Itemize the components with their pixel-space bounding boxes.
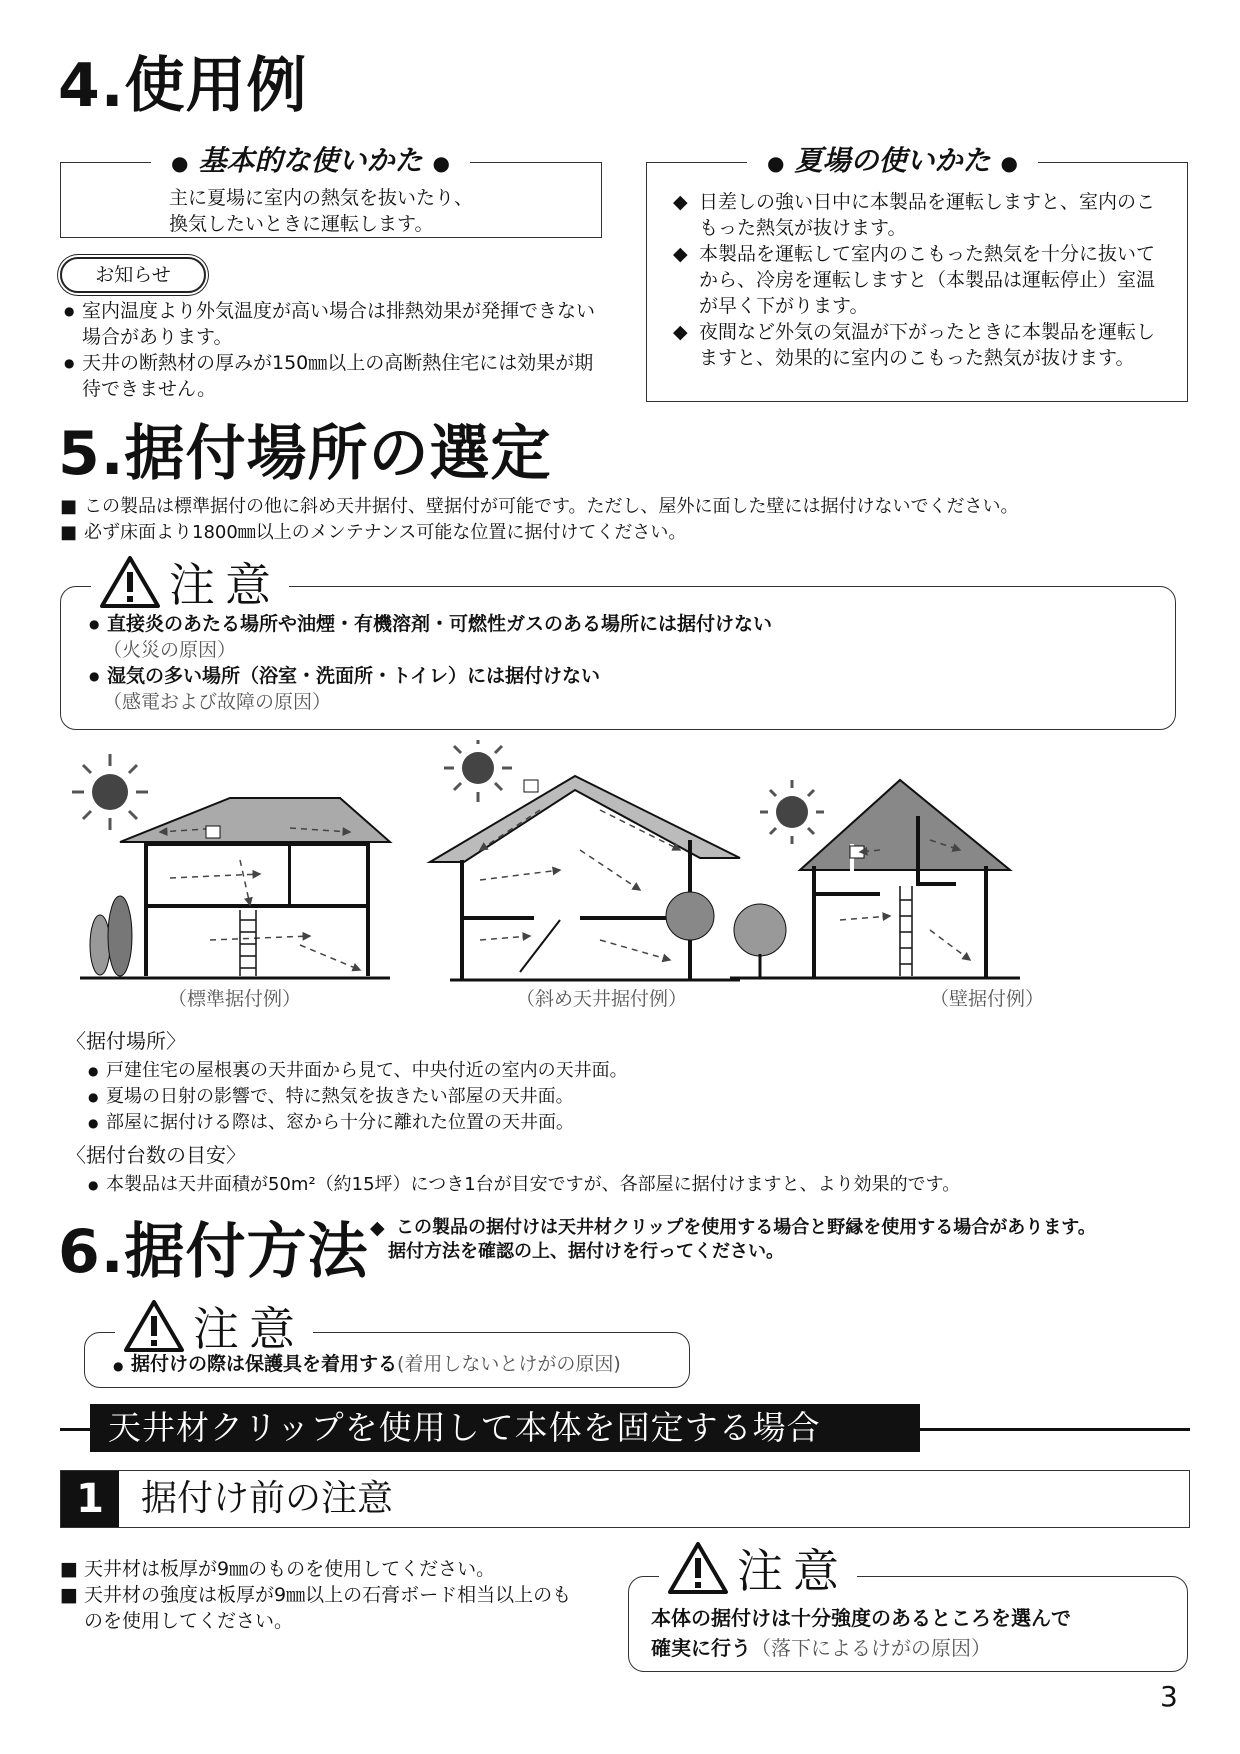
caution-item: ● 湿気の多い場所（浴室・洗面所・トイレ）には据付けない [89,663,772,689]
caution-box-strength [628,1544,1188,1672]
caution-label: 注意 [193,1302,305,1356]
caution-reason: （落下によるけがの原因） [751,1636,991,1660]
caution-text: 確実に行う [651,1636,751,1660]
tree-icon [734,904,786,956]
sun-icon [444,740,512,802]
section-5-note: ■ この製品は標準据付の他に斜め天井据付、壁据付が可能です。ただし、屋外に面した壁には据付けないでください。 [60,494,1230,520]
notice-item: ● 天井の断熱材の厚みが150㎜以上の高断熱住宅には効果が期待できません。 [64,350,604,402]
step-header [60,1470,1190,1528]
caution-reason: (着用しないとけがの原因) [397,1353,621,1375]
step-number: 1 [61,1471,119,1527]
section-6-title: 6.据付方法 [58,1217,369,1287]
method-banner: 天井材クリップを使用して本体を固定する場合 [90,1404,920,1452]
warning-triangle-icon [123,1299,185,1353]
tree-icon [108,896,132,976]
section-6-intro: 据付方法を確認の上、据付けを行ってください。 [388,1241,784,1262]
place-item: ● 戸建住宅の屋根裏の天井面から見て、中央付近の室内の天井面。 [88,1058,1188,1084]
installation-illustrations [60,740,1190,1010]
caption-slanted: （斜め天井据付例） [516,988,688,1010]
section-6-intro: ◆ この製品の据付けは天井材クリップを使用する場合と野縁を使用する場合があります。 [370,1216,1200,1240]
caution-label: 注意 [169,558,281,612]
step-title: 据付け前の注意 [141,1478,394,1519]
basic-usage-title: ● 基本的な使いかた ● [151,143,470,181]
page-number: 3 [1160,1680,1178,1713]
warning-triangle-icon [99,555,161,609]
caption-wall: （壁据付例） [930,988,1045,1010]
caution-text: 本体の据付けは十分強度のあるところを選んで [651,1606,1071,1630]
place-heading: 〈据付場所〉 [66,1029,186,1053]
caution-box-protective [84,1302,690,1388]
basic-usage-box [60,144,602,238]
caution-box-placement [60,558,1176,730]
summer-usage-item: ◆ 夜間など外気の気温が下がったときに本製品を運転しますと、効果的に室内のこもった熱気が抜けます。 [673,319,1169,371]
count-item: ● 本製品は天井面積が50m²（約15坪）につき1台が目安ですが、各部屋に据付けますと、より効果的です。 [88,1172,1208,1198]
tree-icon [90,915,110,975]
house-wall [730,780,1020,978]
notice-badge: お知らせ [60,257,206,293]
step-note: ■ 天井材の強度は板厚が9㎜以上の石膏ボード相当以上のものを使用してください。 [60,1582,580,1634]
sun-icon [72,754,148,830]
caution-item: ● 据付けの際は保護具を着用する [113,1353,397,1375]
basic-usage-line: 主に夏場に室内の熱気を抜いたり、 [169,187,474,209]
section-5-note: ■ 必ず床面より1800㎜以上のメンテナンス可能な位置に据付けてください。 [60,520,1230,546]
caution-reason: （感電および故障の原因） [103,691,332,713]
house-standard [80,798,390,978]
basic-usage-line: 換気したいときに運転します。 [169,213,434,235]
section-4-title: 4.使用例 [58,51,308,121]
sun-icon [760,780,824,844]
step-note: ■ 天井材は板厚が9㎜のものを使用してください。 [60,1556,580,1582]
section-5-title: 5.据付場所の選定 [58,419,552,489]
summer-usage-box [646,144,1188,402]
tree-icon [666,892,714,940]
caption-standard: （標準据付例） [168,988,302,1010]
place-item: ● 夏場の日射の影響で、特に熱気を抜きたい部屋の天井面。 [88,1084,1188,1110]
caution-item: ● 直接炎のあたる場所や油煙・有機溶剤・可燃性ガスのある場所には据付けない [89,611,772,637]
caution-reason: （火災の原因） [103,639,237,661]
summer-usage-item: ◆ 日差しの強い日中に本製品を運転しますと、室内のこもった熱気が抜けます。 [673,189,1169,241]
summer-usage-item: ◆ 本製品を運転して室内のこもった熱気を十分に抜いてから、冷房を運転しますと（本製品は運転停止）室温が早く下がります。 [673,241,1169,319]
warning-triangle-icon [667,1541,729,1595]
notice-item: ● 室内温度より外気温度が高い場合は排熱効果が発揮できない場合があります。 [64,298,604,350]
caution-label: 注意 [737,1544,849,1598]
house-slanted [430,776,740,980]
count-heading: 〈据付台数の目安〉 [66,1143,246,1167]
place-item: ● 部屋に据付ける際は、窓から十分に離れた位置の天井面。 [88,1110,1188,1136]
summer-usage-title: ● 夏場の使いかた ● [747,143,1038,181]
